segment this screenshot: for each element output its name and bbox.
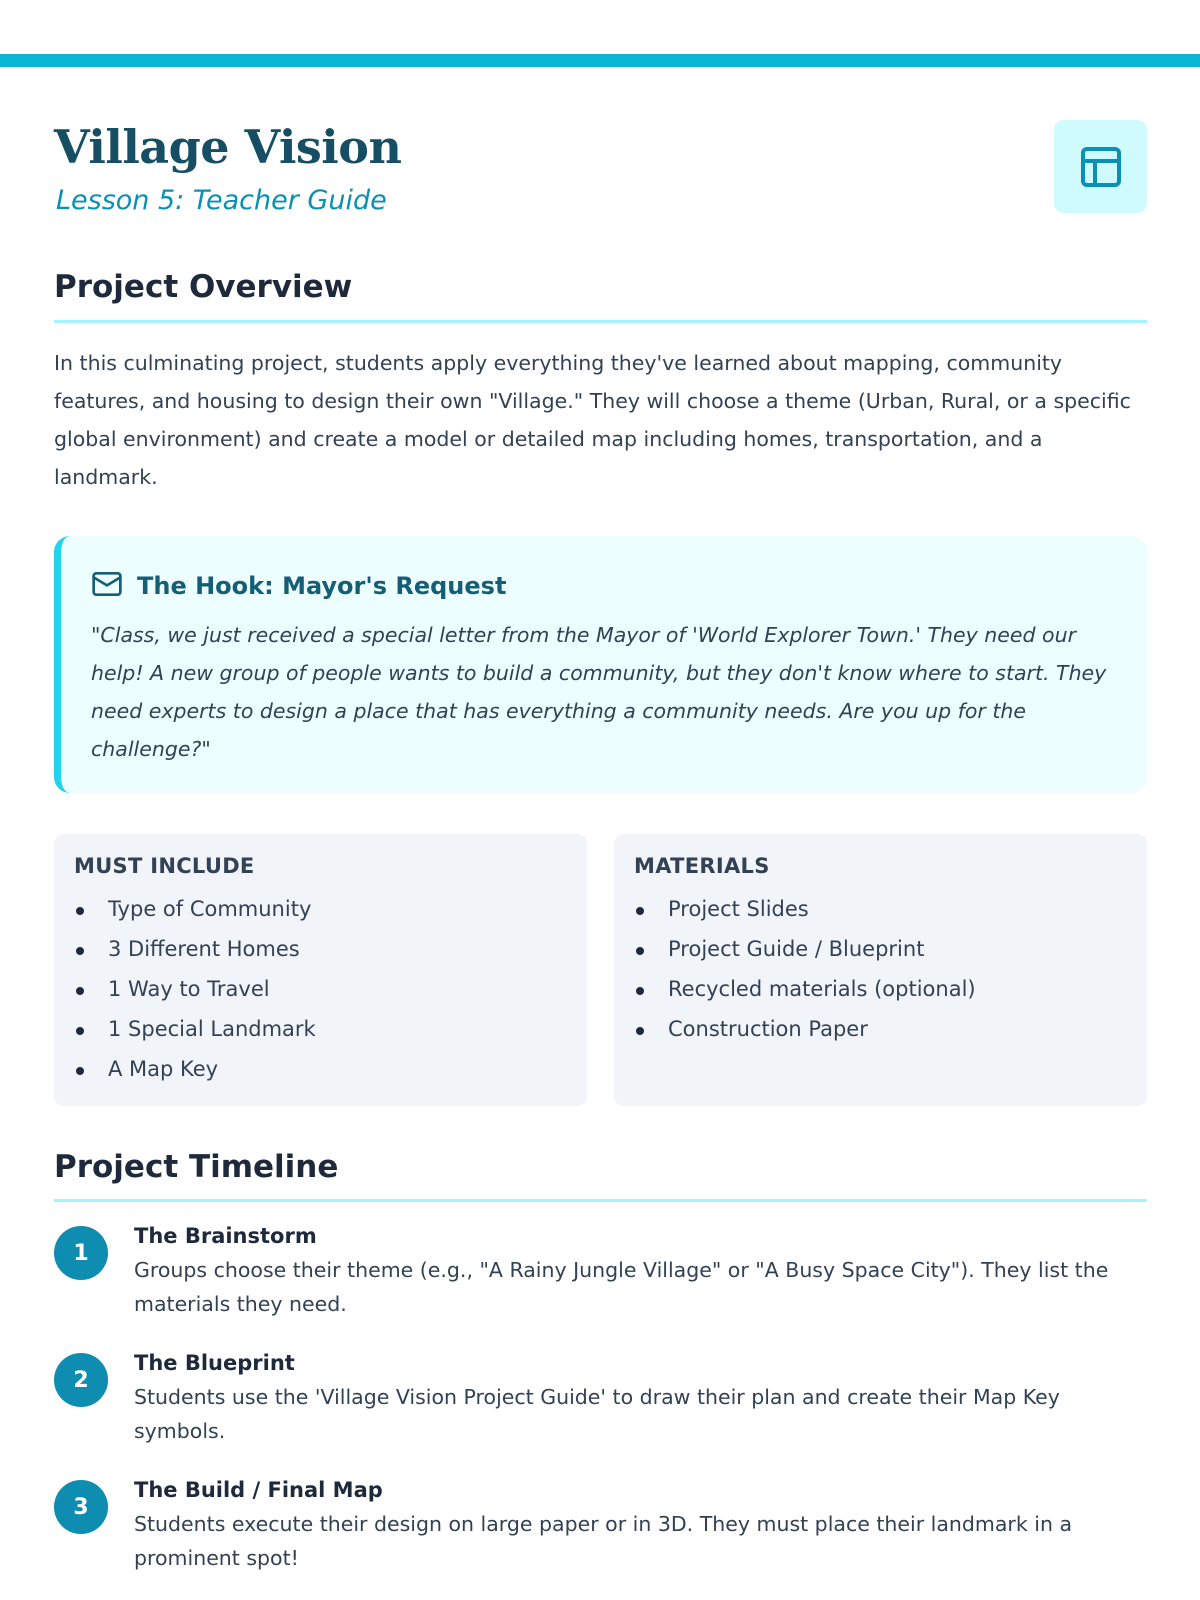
step-title: The Build / Final Map <box>134 1478 383 1502</box>
layout-icon <box>1054 120 1147 213</box>
page-subtitle: Lesson 5: Teacher Guide <box>56 185 387 216</box>
page-title: Village Vision <box>54 120 402 174</box>
timeline-divider <box>54 1199 1147 1202</box>
step-number-badge: 1 <box>54 1226 108 1280</box>
hook-quote: "Class, we just received a special letter from the Mayor of 'World Explorer Town.' They need our help! A new group of people wants to build a community, but they don't know where to start. They need experts to design a place that has everything a community needs. Are you up for the challenge?" <box>91 623 1107 761</box>
top-accent-bar <box>0 54 1200 67</box>
step-title: The Blueprint <box>134 1351 295 1375</box>
step-title: The Brainstorm <box>134 1224 317 1248</box>
overview-text: In this culminating project, students apply everything they've learned about mapping, community features, and housing to design their own "Village." They will choose a theme (Urban, Rural, or a specific global environment) and create a model or detailed map including homes, transportation, and a landmark. <box>54 351 1131 489</box>
must-include-list <box>74 889 587 1089</box>
materials-heading: MATERIALS <box>634 854 770 878</box>
overview-divider <box>54 320 1147 323</box>
list-item: Recycled materials (optional) <box>634 969 1147 1009</box>
step-number-badge: 2 <box>54 1353 108 1407</box>
hook-header <box>91 568 506 604</box>
step-description: Students use the 'Village Vision Project Guide' to draw their plan and create their Map Key symbols. <box>134 1385 1060 1443</box>
list-item: Type of Community <box>74 889 587 929</box>
list-item: Construction Paper <box>634 1009 1147 1049</box>
header <box>54 120 1147 220</box>
overview-heading: Project Overview <box>54 269 353 305</box>
materials-box <box>614 834 1147 1106</box>
mail-icon <box>91 568 123 604</box>
step-description: Students execute their design on large paper or in 3D. They must place their landmark in a prominent spot! <box>134 1512 1073 1570</box>
step-description: Groups choose their theme (e.g., "A Rainy Jungle Village" or "A Busy Space City"). They list the materials they need. <box>134 1258 1109 1316</box>
list-item: 3 Different Homes <box>74 929 587 969</box>
list-item: 1 Way to Travel <box>74 969 587 1009</box>
hook-title: The Hook: Mayor's Request <box>137 572 507 600</box>
materials-list <box>634 889 1147 1049</box>
must-include-heading: MUST INCLUDE <box>74 854 255 878</box>
step-number-badge: 3 <box>54 1480 108 1534</box>
must-include-box <box>54 834 587 1106</box>
list-item: Project Guide / Blueprint <box>634 929 1147 969</box>
timeline-heading: Project Timeline <box>54 1149 339 1185</box>
hook-callout <box>54 536 1147 793</box>
list-item: Project Slides <box>634 889 1147 929</box>
list-item: A Map Key <box>74 1049 587 1089</box>
list-item: 1 Special Landmark <box>74 1009 587 1049</box>
